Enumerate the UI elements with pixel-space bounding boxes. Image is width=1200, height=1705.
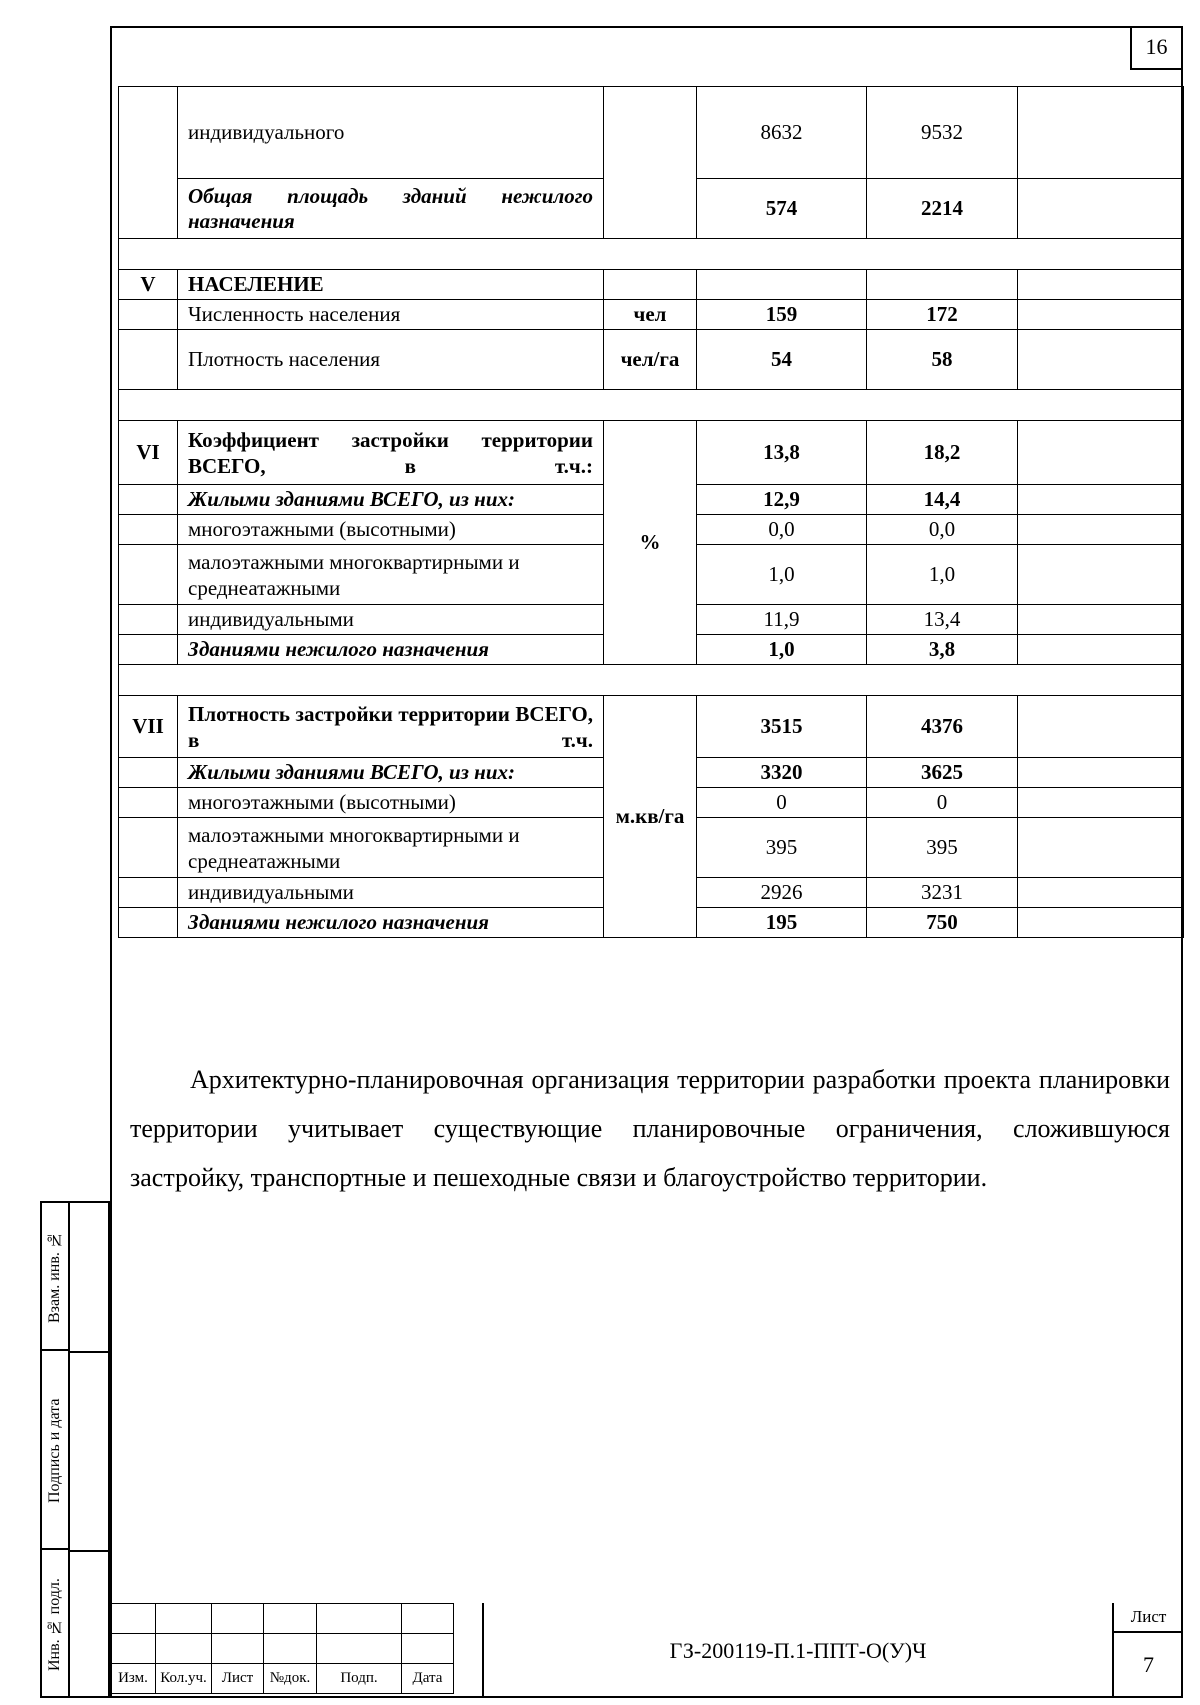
sheet-label: Лист [1114, 1603, 1183, 1633]
value-existing: 54 [697, 330, 867, 390]
value-design: 18,2 [867, 421, 1018, 485]
table-row [119, 330, 1184, 390]
spacer-row [119, 665, 1184, 696]
row-label: индивидуального [178, 87, 604, 179]
value-existing: 8632 [697, 87, 867, 179]
row-label: Плотность населения [178, 330, 604, 390]
unit: м.кв/га [604, 696, 697, 938]
value-design: 2214 [867, 179, 1018, 239]
stamp-col-kolvo: Кол.уч. [156, 1664, 212, 1694]
value-existing: 195 [697, 908, 867, 938]
row-label: малоэтажными многоквартирными и среднеатажными [178, 545, 604, 605]
stamp-col-data: Дата [402, 1664, 454, 1694]
row-label: многоэтажными (высотными) [178, 788, 604, 818]
value-existing: 159 [697, 300, 867, 330]
section-row [119, 696, 1184, 758]
value-design: 13,4 [867, 605, 1018, 635]
indicators-table [118, 86, 1184, 938]
section-number: VI [119, 421, 178, 485]
unit: чел/га [604, 330, 697, 390]
body-paragraph: Архитектурно-планировочная организация территории разработки проекта планировки территории учитывает существующие планировочные ограничения, сложившуюся застройку, транспортные и пешеходные связи и благоустройство территории. [130, 1065, 1170, 1192]
row-label: Общая площадь зданий нежилого назначения [178, 179, 604, 239]
row-label: индивидуальными [178, 605, 604, 635]
value-design: 58 [867, 330, 1018, 390]
section-row [119, 421, 1184, 485]
row-label: Численность населения [178, 300, 604, 330]
value-existing: 0 [697, 788, 867, 818]
stamp-col-podp: Подп. [317, 1664, 402, 1694]
value-existing: 395 [697, 818, 867, 878]
side-stamp [40, 1201, 110, 1698]
value-design: 1,0 [867, 545, 1018, 605]
value-design: 14,4 [867, 485, 1018, 515]
value-design: 3231 [867, 878, 1018, 908]
value-design: 395 [867, 818, 1018, 878]
value-existing: 11,9 [697, 605, 867, 635]
row-label: Зданиями нежилого назначения [178, 908, 604, 938]
value-design: 4376 [867, 696, 1018, 758]
section-row [119, 270, 1184, 300]
page-number: 16 [1130, 26, 1183, 70]
sheet-number: 7 [1143, 1652, 1154, 1677]
value-design: 0,0 [867, 515, 1018, 545]
value-existing: 13,8 [697, 421, 867, 485]
value-design: 3625 [867, 758, 1018, 788]
spacer-row [119, 239, 1184, 270]
spacer-row [119, 390, 1184, 421]
stamp-col-ndok: №док. [264, 1664, 317, 1694]
title-block [110, 1603, 1183, 1698]
unit: % [604, 421, 697, 665]
title-block-grid [110, 1603, 454, 1694]
table-row [119, 300, 1184, 330]
value-existing: 1,0 [697, 635, 867, 665]
section-number: V [119, 270, 178, 300]
value-existing: 12,9 [697, 485, 867, 515]
value-existing: 2926 [697, 878, 867, 908]
side-label-vzam: Взам. инв. № [46, 1231, 63, 1323]
stamp-col-izm: Изм. [111, 1664, 156, 1694]
value-existing: 1,0 [697, 545, 867, 605]
value-existing: 3320 [697, 758, 867, 788]
table-row [119, 87, 1184, 179]
row-label: Жилыми зданиями ВСЕГО, из них: [178, 758, 604, 788]
value-design: 172 [867, 300, 1018, 330]
value-existing: 3515 [697, 696, 867, 758]
value-design: 3,8 [867, 635, 1018, 665]
value-existing: 574 [697, 179, 867, 239]
row-label: индивидуальными [178, 878, 604, 908]
value-design: 0 [867, 788, 1018, 818]
side-label-podpis: Подпись и дата [46, 1398, 63, 1503]
row-label: малоэтажными многоквартирными и среднеатажными [178, 818, 604, 878]
section-title: НАСЕЛЕНИЕ [178, 270, 604, 300]
side-label-inv: Инв. № подл. [46, 1578, 63, 1672]
unit: чел [604, 300, 697, 330]
section-number: VII [119, 696, 178, 758]
row-label: Плотность застройки территории ВСЕГО, в т.ч. [178, 696, 604, 758]
document-code: ГЗ-200119-П.1-ППТ-О(У)Ч [482, 1603, 1112, 1698]
stamp-col-list: Лист [212, 1664, 264, 1694]
row-label: многоэтажными (высотными) [178, 515, 604, 545]
row-label: Зданиями нежилого назначения [178, 635, 604, 665]
sheet-box [1112, 1603, 1183, 1698]
value-existing: 0,0 [697, 515, 867, 545]
row-label: Коэффициент застройки территории ВСЕГО, в т.ч.: [178, 421, 604, 485]
row-label: Жилыми зданиями ВСЕГО, из них: [178, 485, 604, 515]
value-design: 9532 [867, 87, 1018, 179]
value-design: 750 [867, 908, 1018, 938]
